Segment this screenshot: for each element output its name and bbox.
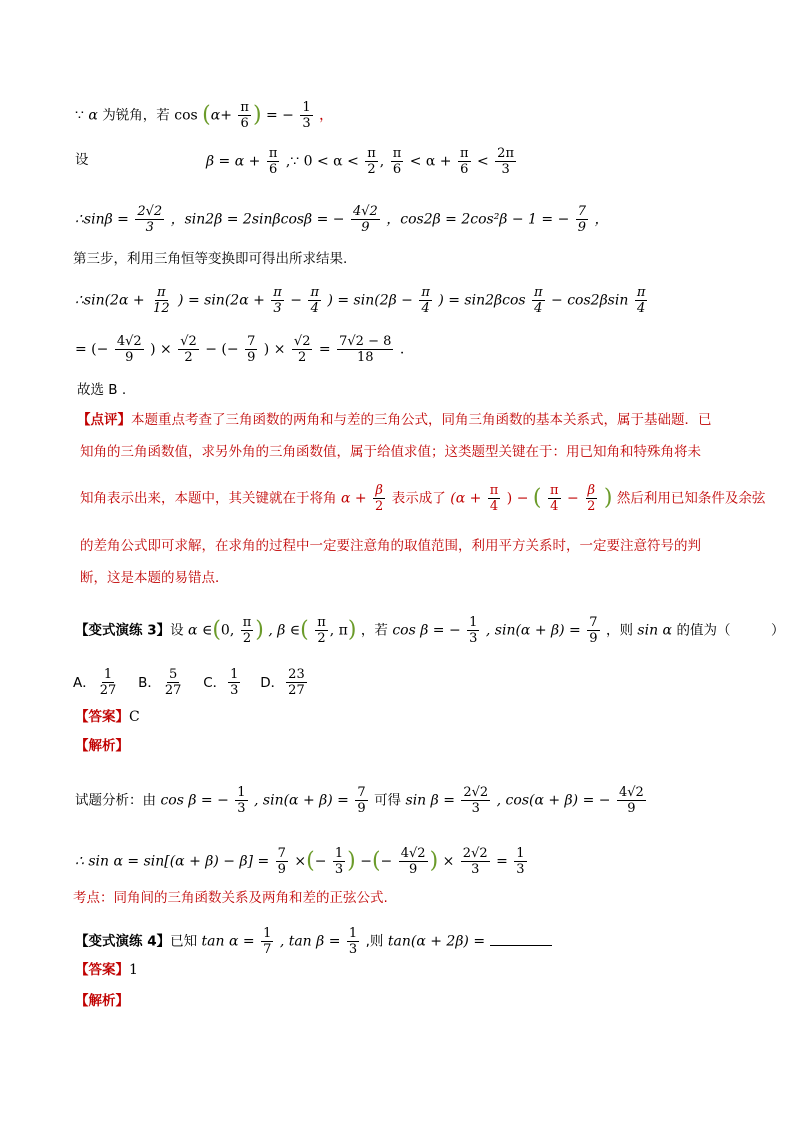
numeric-result-line: = (− $\frac{4√2}{9}$ ) × $\frac{√2}{2}$ − (− $\frac{7}{9}$ ) × $\frac{√2}{2}$ = $\frac{7√2 - 8}{18}$ . bbox=[75, 334, 405, 365]
answer-tag: 【答案】 bbox=[75, 709, 129, 725]
comment-line-4: 的差角公式即可求解，在求角的过程中一定要注意角的取值范围，利用平方关系时，一定要注意符号的判 bbox=[80, 538, 701, 554]
let-beta-expression: β = α + $\frac{\pi}{6}$ ,∵ 0 < α < $\frac{\pi}{2}$ , $\frac{\pi}{6}$ < α + $\frac{\pi}{6}$ < $\frac{2\pi}{3}$ bbox=[206, 146, 514, 177]
option-a[interactable]: A． $\frac{1}{27}$ bbox=[73, 667, 117, 698]
answer-blank[interactable] bbox=[490, 931, 552, 946]
exercise-3-answer: 【答案】C bbox=[75, 709, 140, 725]
option-d[interactable]: D． $\frac{23}{27}$ bbox=[260, 667, 305, 698]
exercise-3-options bbox=[73, 667, 309, 698]
exercise-3-analysis-tag: 【解析】 bbox=[75, 738, 129, 754]
option-c[interactable]: C． $\frac{1}{3}$ bbox=[203, 667, 239, 698]
option-b[interactable]: B． $\frac{5}{27}$ bbox=[138, 667, 182, 698]
exercise-3-kaodian: 考点：同角间的三角函数关系及两角和差的正弦公式. bbox=[73, 890, 388, 906]
exercise-4-question: 【变式演练 4】已知 tan α = $\frac{1}{7}$ , tan β = $\frac{1}{3}$ ,则 tan(α + 2β) = bbox=[75, 926, 552, 957]
sin-expansion-line: ∴sin(2α + $\frac{\pi}{12}$ ) = sin(2α + $\frac{\pi}{3}$ − $\frac{\pi}{4}$ ) = sin(2β − $\frac{\pi}{4}$ ) = sin2βcos $\frac{\pi}{4}$ − cos2βsin $\frac{\pi}{4}$ bbox=[75, 285, 646, 316]
exercise-4-answer: 【答案】1 bbox=[75, 962, 138, 978]
let-label: 设 bbox=[75, 152, 89, 168]
answer-tag: 【答案】 bbox=[75, 962, 129, 978]
answer-choice-text: 故选 B . bbox=[77, 382, 127, 398]
exercise-3-solution-line-2: ∴ sin α = sin[(α + β) − β] = $\frac{7}{9}$ ×(− $\frac{1}{3}$ ) −(− $\frac{4√2}{9}$ ) × $\frac{2√2}{3}$ = $\frac{1}{3}$ bbox=[75, 846, 525, 877]
given-alpha-line: ∵ α 为锐角，若 cos (α+ $\frac{\pi}{6}$ ) = − $\frac{1}{3}$ ， bbox=[75, 100, 334, 131]
comment-tag: 【点评】 bbox=[77, 412, 131, 428]
exercise-3-question: 【变式演练 3】设 α ∈(0, $\frac{\pi}{2}$ ) , β ∈( $\frac{\pi}{2}$ , π) ，若 cos β = − $\frac{1}{3}$ , sin(α + β) = $\frac{7}{9}$ ，则 sin α 的值为（ ） bbox=[75, 615, 785, 646]
frac-pi-6: $\frac{\pi}{6}$ bbox=[240, 100, 249, 131]
exercise-3-solution-line-1: 试题分析：由 cos β = − $\frac{1}{3}$ , sin(α + β) = $\frac{7}{9}$ 可得 sin β = $\frac{2√2}{3}$ , cos(α + β) = − $\frac{4√2}{9}$ bbox=[75, 785, 644, 816]
exercise-4-analysis-tag: 【解析】 bbox=[75, 993, 129, 1009]
comment-line-2: 知角的三角函数值，求另外角的三角函数值，属于给值求值；这类题型关键在于：用已知角和特殊角将未 bbox=[80, 444, 701, 460]
exercise-3-tag: 【变式演练 3】 bbox=[75, 622, 171, 639]
exercise-4-tag: 【变式演练 4】 bbox=[75, 933, 171, 950]
step-three-text: 第三步，利用三角恒等变换即可得出所求结果. bbox=[73, 251, 348, 267]
sin-beta-values: ∴sinβ = $\frac{2√2}{3}$ ，sin2β = 2sinβcosβ = − $\frac{4√2}{9}$ ，cos2β = 2cos²β − 1 = − $\frac{7}{9}$ ， bbox=[75, 204, 609, 235]
comment-line-3: 知角表示出来，本题中，其关键就在于将角 α + $\frac{\beta}{2}$ 表示成了 (α + $\frac{\pi}{4}$ ) − ( $\frac{\pi}{4}$ − $\frac{\beta}{2}$ ) 然后利用已知条件及余弦 bbox=[80, 483, 766, 514]
comment-line-1: 【点评】本题重点考查了三角函数的两角和与差的三角公式，同角三角函数的基本关系式，属于基础题．已 bbox=[77, 412, 712, 428]
comment-line-5: 断，这是本题的易错点． bbox=[80, 570, 229, 586]
frac-1-3: $\frac{1}{3}$ bbox=[302, 100, 311, 131]
